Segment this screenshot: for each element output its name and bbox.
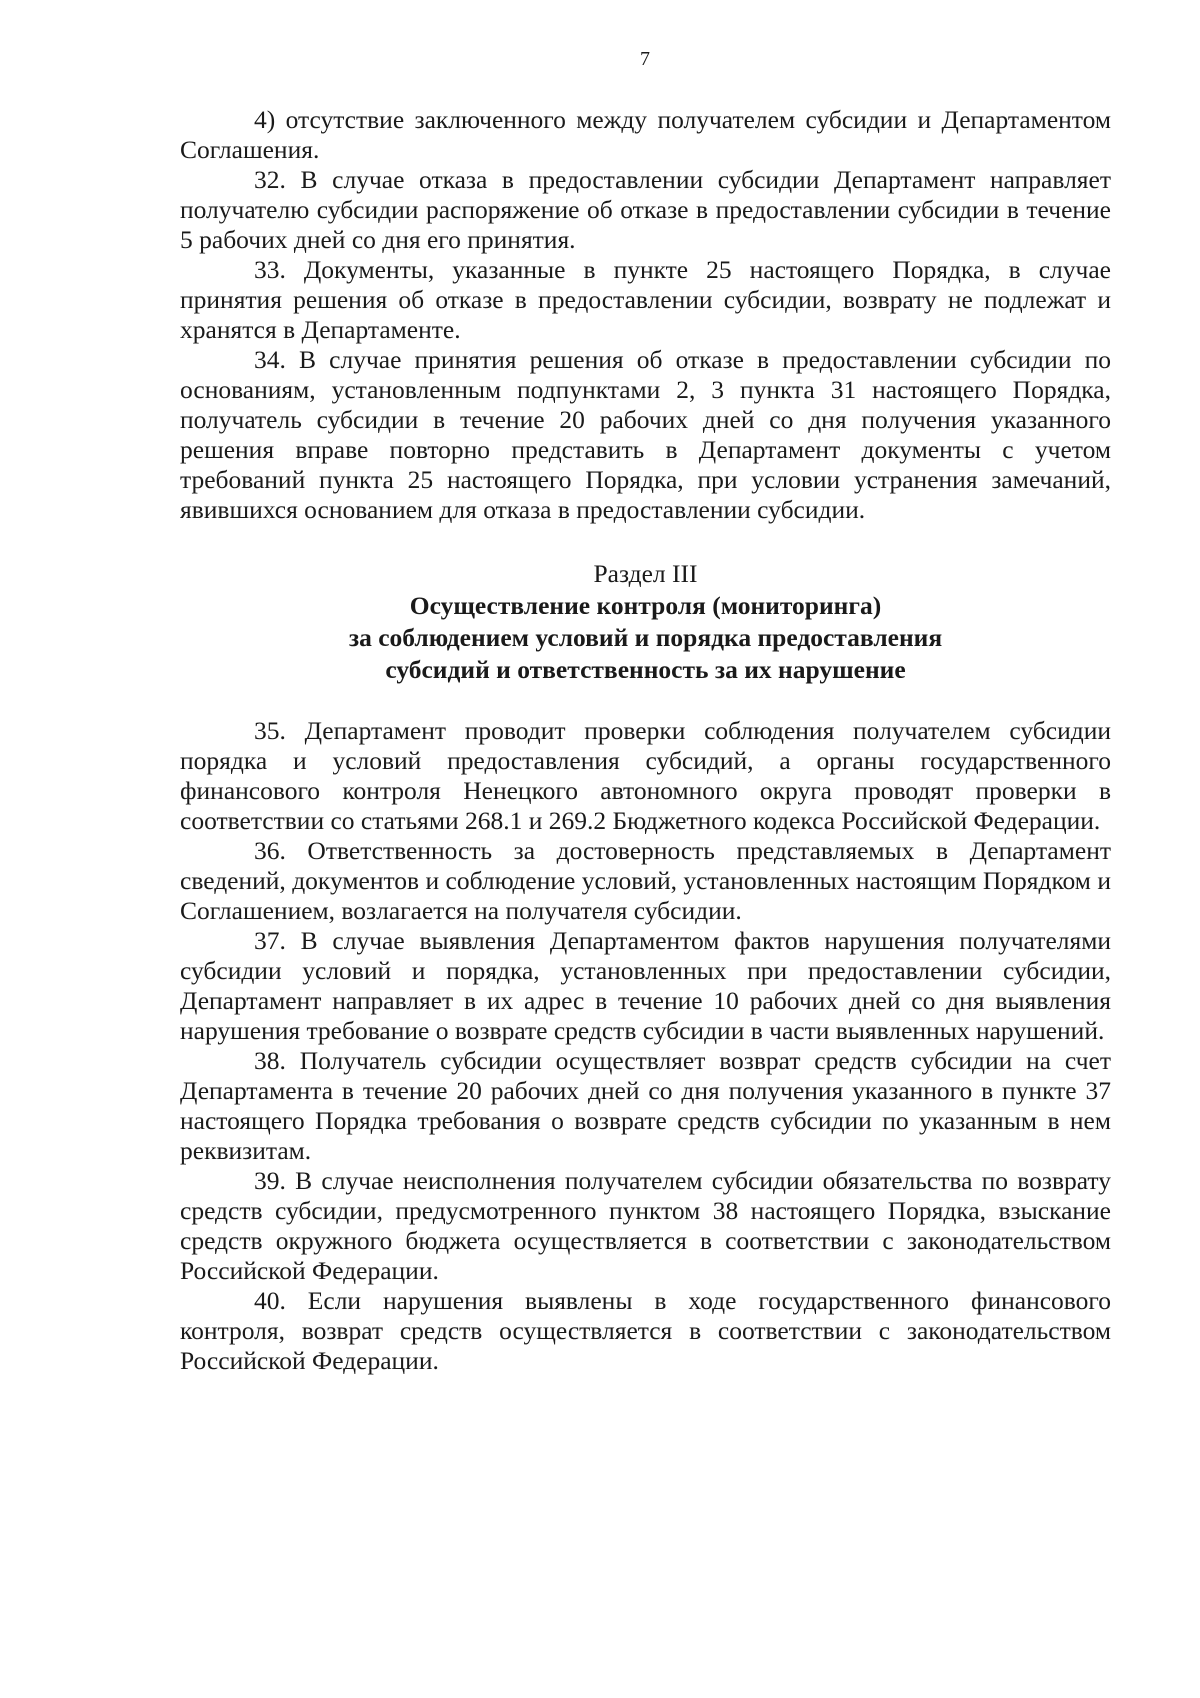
section-heading [180,558,1111,686]
paragraph-39: 39. В случае неисполнения получателем субсидии обязательства по возврату средств субсидии, предусмотренного пунктом 38 настоящего Порядка, взыскание средств окружного бюджета осуществляется в соответствии с законодательством Российской Федерации. [180,1166,1111,1285]
section-title-line: за соблюдением условий и порядка предоставления [348,623,943,652]
section-title-line: Осуществление контроля (мониторинга) [409,591,882,620]
paragraph-35: 35. Департамент проводит проверки соблюдения получателем субсидии порядка и условий предоставления субсидий, а органы государственного финансового контроля Ненецкого автономного округа проводят проверки в соответствии со статьями 268.1 и 269.2 Бюджетного кодекса Российской Федерации. [180,716,1111,835]
section-label: Раздел III [593,559,698,588]
paragraph-34: 34. В случае принятия решения об отказе в предоставлении субсидии по основаниям, установленным подпунктами 2, 3 пункта 31 настоящего Порядка, получатель субсидии в течение 20 рабочих дней со дня получения указанного решения вправе повторно представить в Департамент документы с учетом требований пункта 25 настоящего Порядка, при условии устранения замечаний, явившихся основанием для отказа в предоставлении субсидии. [180,345,1111,524]
paragraph-40: 40. Если нарушения выявлены в ходе государственного финансового контроля, возврат средств осуществляется в соответствии с законодательством Российской Федерации. [180,1286,1111,1375]
paragraph-37: 37. В случае выявления Департаментом фактов нарушения получателями субсидии условий и порядка, установленных при предоставлении субсидии, Департамент направляет в их адрес в течение 10 рабочих дней со дня выявления нарушения требование о возврате средств субсидии в части выявленных нарушений. [180,926,1111,1045]
document-body [180,105,1111,1376]
page-number: 7 [640,48,650,70]
paragraph-33: 33. Документы, указанные в пункте 25 настоящего Порядка, в случае принятия решения об отказе в предоставлении субсидии, возврату не подлежат и хранятся в Департаменте. [180,255,1111,344]
paragraph-32: 32. В случае отказа в предоставлении субсидии Департамент направляет получателю субсидии распоряжение об отказе в предоставлении субсидии в течение 5 рабочих дней со дня его принятия. [180,165,1111,254]
paragraph-38: 38. Получатель субсидии осуществляет возврат средств субсидии на счет Департамента в течение 20 рабочих дней со дня получения указанного в пункте 37 настоящего Порядка требования о возврате средств субсидии по указанным в нем реквизитам. [180,1046,1111,1165]
paragraph-36: 36. Ответственность за достоверность представляемых в Департамент сведений, документов и соблюдение условий, установленных настоящим Порядком и Соглашением, возлагается на получателя субсидии. [180,836,1111,925]
section-title-line: субсидий и ответственность за их нарушение [385,655,906,684]
paragraph-item-4: 4) отсутствие заключенного между получателем субсидии и Департаментом Соглашения. [180,105,1111,164]
